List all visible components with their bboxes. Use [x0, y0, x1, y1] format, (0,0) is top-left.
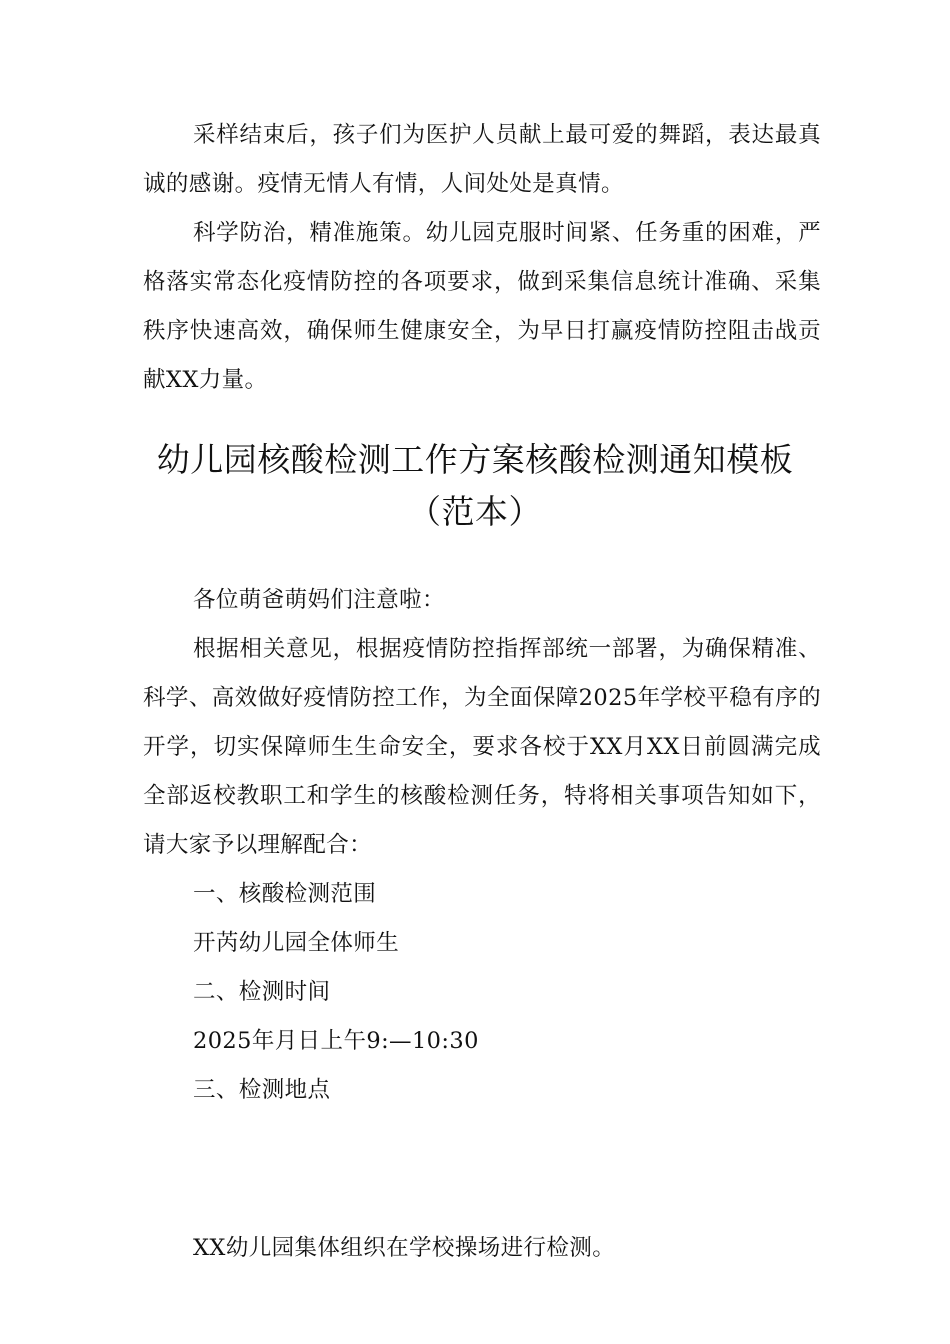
section-content-location: XX幼儿园集体组织在学校操场进行检测。 [193, 1235, 616, 1261]
section-heading-scope: 一、核酸检测范围 [193, 881, 377, 907]
paragraph-sampling-end: 采样结束后，孩子们为医护人员献上最可爱的舞蹈，表达最真诚的感谢。疫情无情人有情，人间处处是真情。 [143, 122, 821, 197]
greeting: 各位萌爸萌妈们注意啦： [193, 587, 445, 613]
paragraph-scientific-prevention: 科学防治，精准施策。幼儿园克服时间紧、任务重的困难，严格落实常态化疫情防控的各项要求，做到采集信息统计准确、采集秩序快速高效，确保师生健康安全，为早日打赢疫情防控阻击战贡献XX力量。 [143, 220, 821, 393]
section-heading-location: 三、检测地点 [193, 1077, 331, 1103]
section-content-time: 2025年月日上午9:—10:30 [193, 1028, 479, 1054]
document-title-suffix: （范本） [408, 492, 542, 531]
body-paragraph: 根据相关意见，根据疫情防控指挥部统一部署，为确保精准、科学、高效做好疫情防控工作，为全面保障2025年学校平稳有序的开学，切实保障师生生命安全，要求各校于XX月XX日前圆满完成全部返校教职工和学生的核酸检测任务，特将相关事项告知如下，请大家予以理解配合： [143, 636, 821, 858]
document-title: 幼儿园核酸检测工作方案核酸检测通知模板 [156, 440, 794, 479]
section-content-scope: 开芮幼儿园全体师生 [193, 930, 400, 956]
section-heading-time: 二、检测时间 [193, 979, 331, 1005]
